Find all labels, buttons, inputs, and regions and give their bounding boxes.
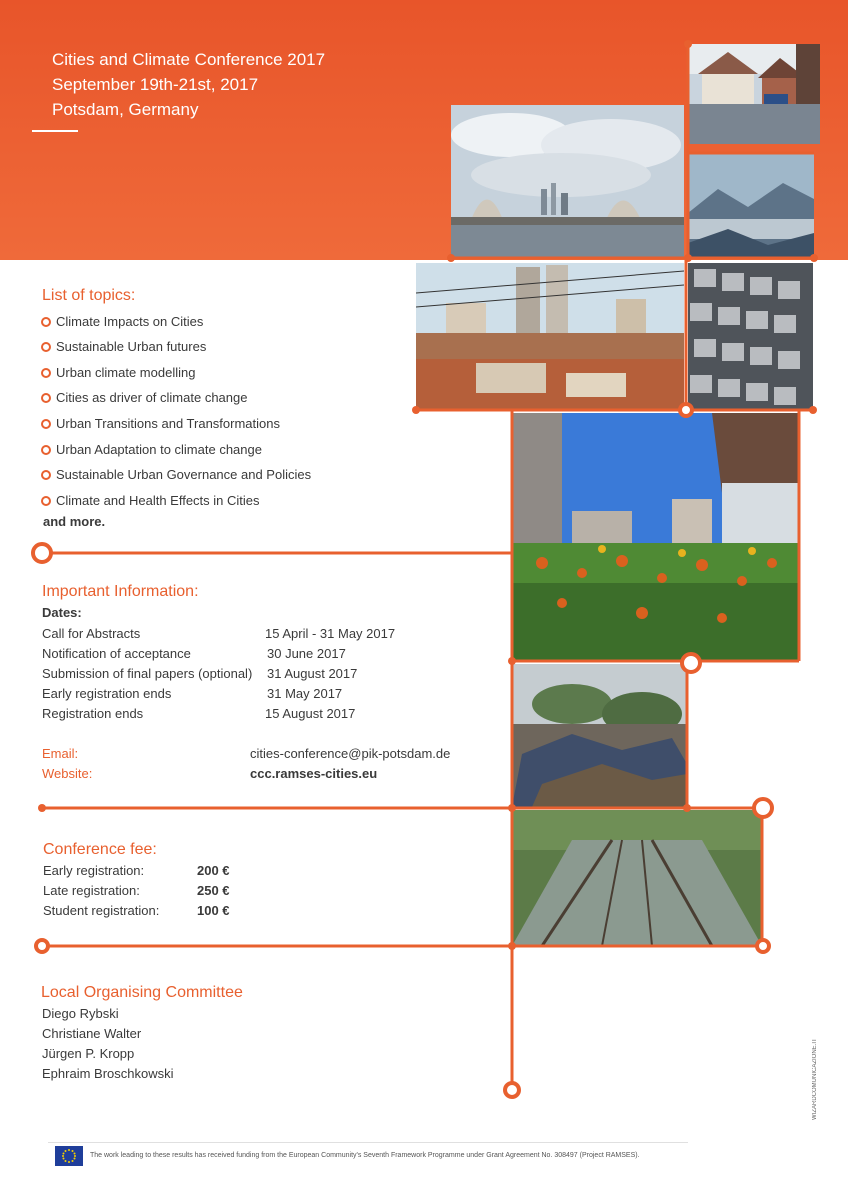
fee-label: Student registration: xyxy=(43,903,160,918)
fee-label: Early registration: xyxy=(43,863,145,878)
committee-member: Diego Rybski xyxy=(42,1006,119,1021)
committee-title: Local Organising Committee xyxy=(41,984,243,1001)
eu-flag-icon xyxy=(55,1146,83,1166)
date-label: Call for Abstracts xyxy=(42,626,141,641)
topics-title: List of topics: xyxy=(42,287,136,304)
date-label: Notification of acceptance xyxy=(42,646,191,661)
date-value: 30 June 2017 xyxy=(267,646,346,661)
fee-value: 100 € xyxy=(197,903,230,918)
bullet-icon xyxy=(41,496,51,506)
committee-member: Jürgen P. Kropp xyxy=(42,1046,135,1061)
bullet-icon xyxy=(41,470,51,480)
bullet-icon xyxy=(41,317,51,327)
fee-title: Conference fee: xyxy=(43,841,157,858)
date-value: 15 April - 31 May 2017 xyxy=(265,626,396,641)
website-link[interactable]: ccc.ramses-cities.eu xyxy=(250,766,378,781)
list-item: Climate Impacts on Cities xyxy=(41,314,203,329)
list-item: Urban climate modelling xyxy=(41,365,195,380)
fee-value: 200 € xyxy=(197,863,230,878)
date-value: 31 May 2017 xyxy=(267,686,343,701)
dates-label: Dates: xyxy=(42,605,82,620)
conference-dates: September 19th-21st, 2017 xyxy=(52,75,259,94)
list-item: Cities as driver of climate change xyxy=(41,390,247,405)
bullet-icon xyxy=(41,445,51,455)
website-label: Website: xyxy=(42,766,93,781)
email-link[interactable]: cities-conference@pik-potsdam.de xyxy=(250,746,451,761)
funding-note: The work leading to these results has received funding from the European Community's Seventh Framework Programme under Grant Agreement No. 308497 (Project RAMSES). xyxy=(90,1152,640,1159)
designer-credit: WIZARDCOMUNICAZIONE.IT xyxy=(812,1038,818,1120)
bullet-icon xyxy=(41,368,51,378)
date-label: Registration ends xyxy=(42,706,144,721)
email-label: Email: xyxy=(42,746,79,761)
topics-more: and more. xyxy=(43,514,106,529)
conference-location: Potsdam, Germany xyxy=(52,100,199,119)
list-item: Urban Transitions and Transformations xyxy=(41,416,280,431)
date-label: Early registration ends xyxy=(42,686,172,701)
fee-value: 250 € xyxy=(197,883,230,898)
fee-label: Late registration: xyxy=(43,883,140,898)
list-item: Climate and Health Effects in Cities xyxy=(41,493,260,508)
date-label: Submission of final papers (optional) xyxy=(42,666,253,681)
bullet-icon xyxy=(41,393,51,403)
info-title: Important Information: xyxy=(42,583,199,600)
committee-member: Ephraim Broschkowski xyxy=(42,1066,174,1081)
date-value: 31 August 2017 xyxy=(267,666,358,681)
list-item: Sustainable Urban Governance and Policies xyxy=(41,467,311,482)
date-value: 15 August 2017 xyxy=(265,706,356,721)
conference-title: Cities and Climate Conference 2017 xyxy=(52,50,326,69)
committee-member: Christiane Walter xyxy=(42,1026,142,1041)
bullet-icon xyxy=(41,342,51,352)
list-item: Sustainable Urban futures xyxy=(41,339,206,354)
list-item: Urban Adaptation to climate change xyxy=(41,442,262,457)
bullet-icon xyxy=(41,419,51,429)
